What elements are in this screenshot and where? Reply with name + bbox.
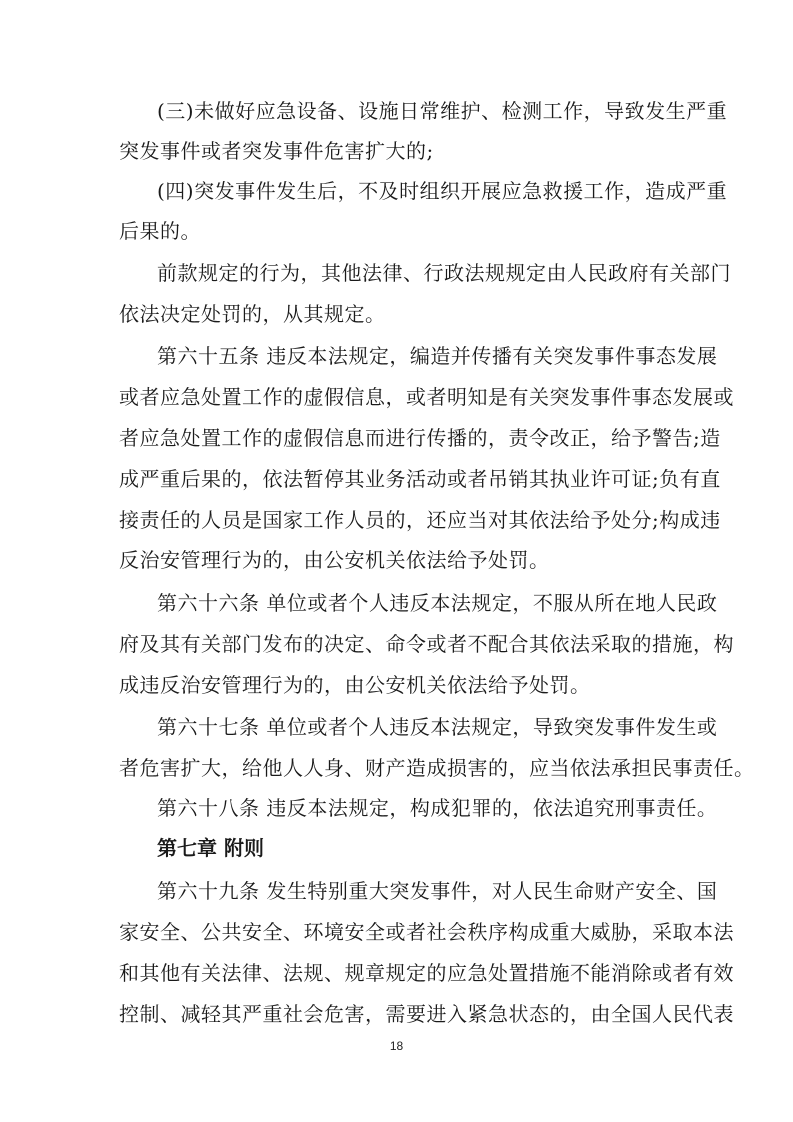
text-line: 府及其有关部门发布的决定、命令或者不配合其依法采取的措施，构	[119, 632, 734, 656]
text-line: (四)突发事件发生后，不及时组织开展应急救援工作，造成严重	[157, 179, 728, 203]
text-line: 接责任的人员是国家工作人员的，还应当对其依法给予处分;构成违	[119, 508, 721, 532]
text-line: 家安全、公共安全、环境安全或者社会秩序构成重大威胁，采取本法	[119, 920, 734, 944]
text-line: 控制、减轻其严重社会危害，需要进入紧急状态的，由全国人民代表	[119, 1002, 734, 1026]
text-line: 成违反治安管理行为的，由公安机关依法给予处罚。	[119, 673, 591, 697]
text-line: 或者应急处置工作的虚假信息，或者明知是有关突发事件事态发展或	[119, 385, 734, 409]
article-66-line: 第六十六条 单位或者个人违反本法规定，不服从所在地人民政	[157, 591, 718, 615]
article-67-line: 第六十七条 单位或者个人违反本法规定，导致突发事件发生或	[157, 715, 718, 739]
text-line: 突发事件或者突发事件危害扩大的;	[119, 139, 434, 163]
page-number: 18	[389, 1039, 404, 1053]
text-line: 者危害扩大，给他人人身、财产造成损害的，应当依法承担民事责任。	[119, 756, 755, 780]
text-line: 依法决定处罚的，从其规定。	[119, 302, 386, 326]
text-line: (三)未做好应急设备、设施日常维护、检测工作，导致发生严重	[157, 99, 728, 123]
text-line: 者应急处置工作的虚假信息而进行传播的，责令改正，给予警告;造	[119, 426, 721, 450]
chapter-heading: 第七章 附则	[157, 836, 264, 860]
text-line: 成严重后果的，依法暂停其业务活动或者吊销其执业许可证;负有直	[119, 467, 721, 491]
text-line: 后果的。	[119, 219, 201, 243]
article-69-line: 第六十九条 发生特别重大突发事件，对人民生命财产安全、国	[157, 879, 718, 903]
text-line: 和其他有关法律、法规、规章规定的应急处置措施不能消除或者有效	[119, 961, 734, 985]
article-68-line: 第六十八条 违反本法规定，构成犯罪的，依法追究刑事责任。	[157, 796, 718, 820]
text-line: 反治安管理行为的，由公安机关依法给予处罚。	[119, 548, 550, 572]
text-line: 前款规定的行为，其他法律、行政法规规定由人民政府有关部门	[157, 261, 731, 285]
article-65-line: 第六十五条 违反本法规定，编造并传播有关突发事件事态发展	[157, 344, 718, 368]
